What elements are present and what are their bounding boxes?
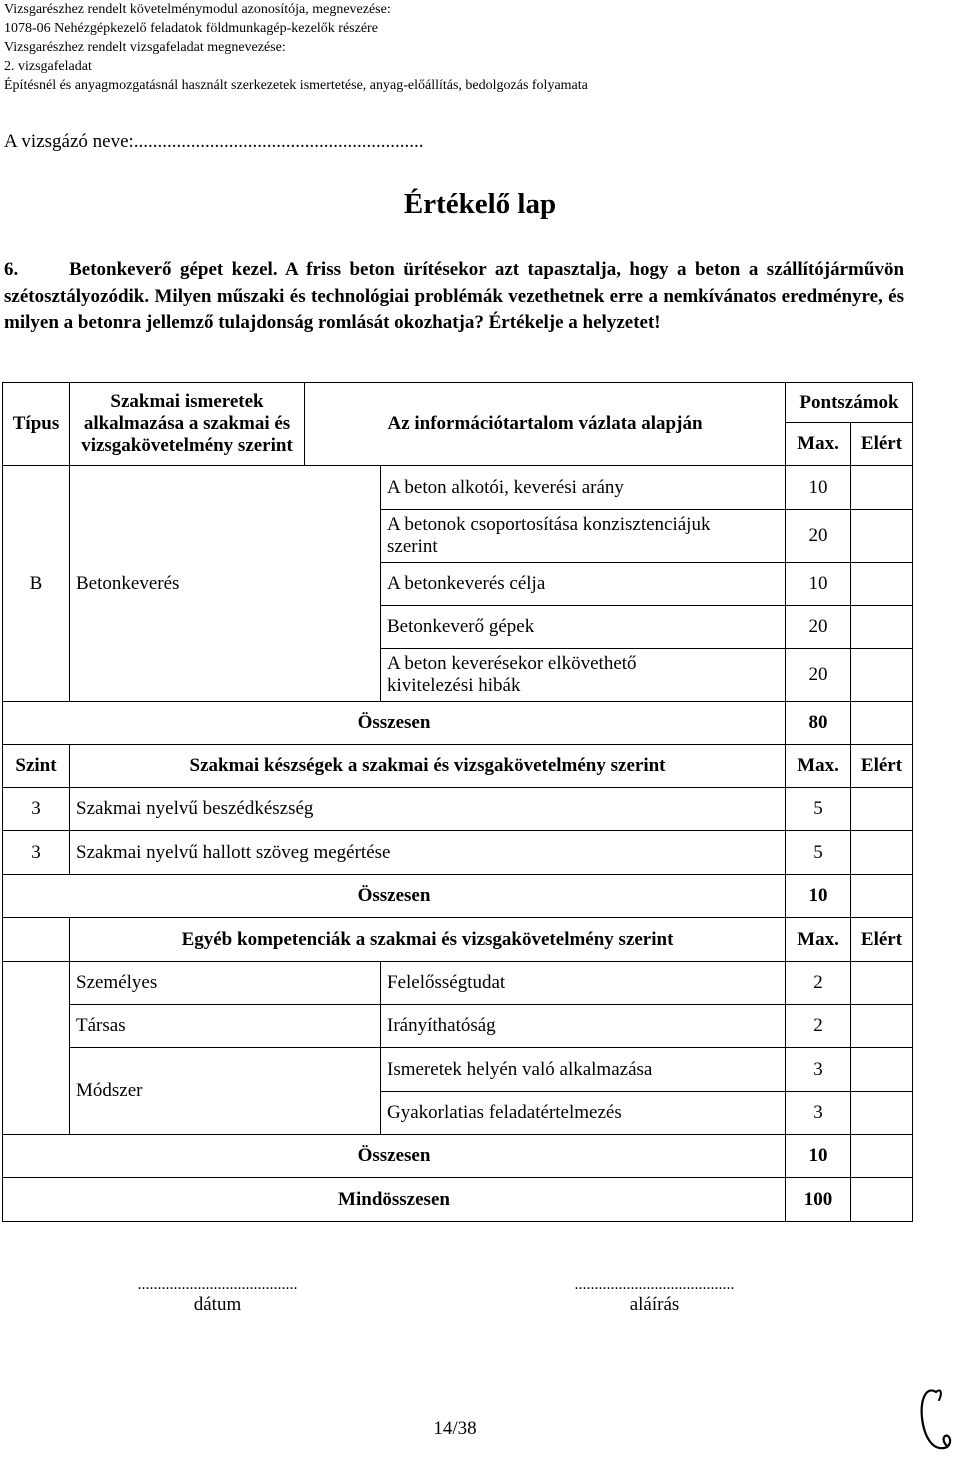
col-header-pontszamok: Pontszámok [786, 383, 913, 423]
item-max: 10 [786, 563, 851, 606]
date-label: dátum [193, 1294, 242, 1315]
level-cell: 3 [3, 831, 70, 875]
item-score-field[interactable] [851, 788, 913, 831]
col-header-szakmai: Szakmai ismeretek alkalmazása a szakmai és vizsgakövetelmény szerint [70, 383, 305, 466]
signature-block [522, 1276, 787, 1316]
date-line[interactable]: ........................................ [137, 1276, 298, 1293]
item-label: Ismeretek helyén való alkalmazása [381, 1048, 786, 1092]
subtotal-row [3, 1135, 913, 1178]
empty-cell [3, 962, 70, 1135]
level-cell: 3 [3, 788, 70, 831]
item-label: A betonok csoportosítása konzisztenciájuk szerint [381, 510, 786, 563]
section-header-row [3, 918, 913, 962]
category-cell: Személyes [70, 962, 381, 1005]
page-number: 14/38 [433, 1418, 477, 1439]
topic-cell: Betonkeverés [70, 466, 381, 702]
item-max: 3 [786, 1048, 851, 1092]
item-label: Szakmai nyelvű hallott szöveg megértése [70, 831, 786, 875]
col-header-info: Az információtartalom vázlata alapján [305, 383, 786, 466]
subtotal-score-field[interactable] [851, 702, 913, 745]
subtotal-row [3, 875, 913, 918]
col-header-max: Max. [786, 918, 851, 962]
table-row [3, 466, 913, 510]
subtotal-label: Összesen [3, 1135, 786, 1178]
question-number: 6. [4, 259, 19, 280]
item-max: 20 [786, 510, 851, 563]
item-max: 20 [786, 649, 851, 702]
signature-line[interactable]: ........................................ [574, 1276, 735, 1293]
item-score-field[interactable] [851, 466, 913, 510]
header-line: Vizsgarészhez rendelt követelménymodul azonosítója, megnevezése: [4, 2, 391, 17]
item-max: 10 [786, 466, 851, 510]
page-title: Értékelő lap [403, 188, 557, 220]
col-header-max: Max. [786, 423, 851, 466]
header-line: 1078-06 Nehézgépkezelő feladatok földmunkagép-kezelők részére [4, 21, 378, 36]
grand-total-score-field[interactable] [851, 1178, 913, 1222]
subtotal-row [3, 702, 913, 745]
section-heading: Szakmai készségek a szakmai és vizsgakövetelmény szerint [70, 745, 786, 788]
item-score-field[interactable] [851, 563, 913, 606]
handwritten-signature [910, 1380, 955, 1460]
item-max: 2 [786, 1005, 851, 1048]
item-label: A beton keverésekor elkövethető kivitelezési hibák [381, 649, 786, 702]
item-label: Felelősségtudat [381, 962, 786, 1005]
header-line: 2. vizsgafeladat [4, 59, 92, 74]
item-max: 20 [786, 606, 851, 649]
item-score-field[interactable] [851, 1005, 913, 1048]
subtotal-score-field[interactable] [851, 1135, 913, 1178]
candidate-name-field: A vizsgázó neve:............................................................. [4, 131, 424, 152]
item-score-field[interactable] [851, 1092, 913, 1135]
item-score-field[interactable] [851, 649, 913, 702]
item-score-field[interactable] [851, 962, 913, 1005]
subtotal-max: 10 [786, 875, 851, 918]
table-row [3, 831, 913, 875]
item-score-field[interactable] [851, 606, 913, 649]
col-header-max: Max. [786, 745, 851, 788]
section-header-row [3, 745, 913, 788]
question-block [4, 257, 904, 337]
col-header-elert: Elért [851, 423, 913, 466]
category-cell: Módszer [70, 1048, 381, 1135]
item-label: A beton alkotói, keverési arány [381, 466, 786, 510]
item-score-field[interactable] [851, 1048, 913, 1092]
col-header-elert: Elért [851, 918, 913, 962]
question-text: Betonkeverő gépet kezel. A friss beton ürítésekor azt tapasztalja, hogy a beton a szállítójárművön szétosztályozódik. Milyen műszaki és technológiai problémák vezethetnek erre a nemkívánatos eredményre, és milyen a betonra jellemző tulajdonság romlását okozhatja? Értékelje a helyzetet! [4, 259, 905, 333]
signature-label: aláírás [629, 1294, 680, 1315]
table-row [3, 962, 913, 1005]
item-max: 5 [786, 788, 851, 831]
date-signature-block [85, 1276, 350, 1316]
item-max: 3 [786, 1092, 851, 1135]
grand-total-max: 100 [786, 1178, 851, 1222]
item-label: Betonkeverő gépek [381, 606, 786, 649]
subtotal-label: Összesen [3, 702, 786, 745]
subtotal-max: 80 [786, 702, 851, 745]
empty-cell [3, 918, 70, 962]
item-label: Irányíthatóság [381, 1005, 786, 1048]
evaluation-table [2, 382, 913, 1222]
document-header [4, 0, 588, 95]
item-score-field[interactable] [851, 831, 913, 875]
subtotal-max: 10 [786, 1135, 851, 1178]
grand-total-label: Mindösszesen [3, 1178, 786, 1222]
item-label: A betonkeverés célja [381, 563, 786, 606]
category-cell: Társas [70, 1005, 381, 1048]
subtotal-label: Összesen [3, 875, 786, 918]
item-label: Gyakorlatias feladatértelmezés [381, 1092, 786, 1135]
section-heading: Egyéb kompetenciák a szakmai és vizsgakövetelmény szerint [70, 918, 786, 962]
subtotal-score-field[interactable] [851, 875, 913, 918]
header-line: Vizsgarészhez rendelt vizsgafeladat megnevezése: [4, 40, 286, 55]
item-max: 5 [786, 831, 851, 875]
col-header-tipus: Típus [3, 383, 70, 466]
table-row [3, 788, 913, 831]
table-row [3, 1048, 913, 1092]
table-row [3, 1005, 913, 1048]
col-header-szint: Szint [3, 745, 70, 788]
type-cell: B [3, 466, 70, 702]
header-line: Építésnél és anyagmozgatásnál használt szerkezetek ismertetése, anyag-előállítás, bedolgozás folyamata [4, 78, 588, 93]
item-max: 2 [786, 962, 851, 1005]
grand-total-row [3, 1178, 913, 1222]
item-label: Szakmai nyelvű beszédkészség [70, 788, 786, 831]
item-score-field[interactable] [851, 510, 913, 563]
col-header-elert: Elért [851, 745, 913, 788]
